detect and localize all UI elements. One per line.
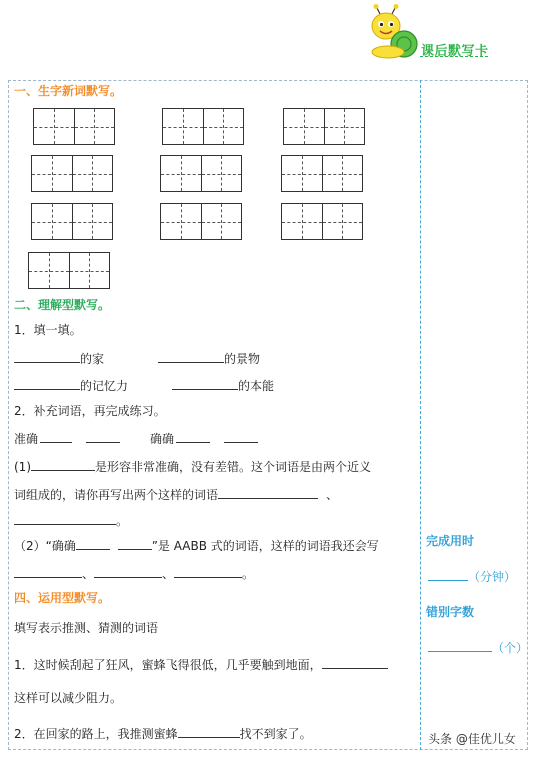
writing-grid[interactable] [160,203,242,240]
title-underline [420,56,488,58]
q1-row1-right: 的景物 [158,350,260,367]
writing-grid[interactable] [283,108,365,145]
writing-grid[interactable] [162,108,244,145]
section1-title: 一、生字新词默写。 [14,84,123,98]
error-blank[interactable] [428,639,492,652]
answer-blank[interactable] [86,430,120,443]
q1-label: 1．填一填。 [14,323,82,337]
time-title: 完成用时 [426,534,475,548]
answer-blank[interactable] [40,430,72,443]
q2-word1: 准确 [14,430,120,447]
answer-blank[interactable] [94,565,162,578]
answer-blank[interactable] [14,565,82,578]
answer-blank[interactable] [218,486,318,499]
answer-blank[interactable] [174,565,242,578]
column-divider [420,80,421,750]
time-blank[interactable] [428,568,468,581]
answer-blank[interactable] [118,537,152,550]
watermark: 头条 @佳优儿女 [428,732,516,746]
card-title: 课后默写卡 [421,44,489,59]
answer-blank[interactable] [14,350,80,363]
answer-blank[interactable] [14,512,116,525]
q1-row2-right: 的本能 [172,377,274,394]
writing-grid[interactable] [281,203,363,240]
answer-blank[interactable] [172,377,238,390]
q2-word2: 确确 [150,430,258,447]
writing-grid[interactable] [160,155,242,192]
s4-q2: 2．在回家的路上，我推测蜜蜂 找不到家了。 [14,727,312,741]
section4-title: 四、运用型默写。 [14,591,111,605]
s4-q1-line1: 1．这时候刮起了狂风，蜜蜂飞得很低，几乎要触到地面， [14,656,388,673]
writing-grid[interactable] [28,252,110,289]
q2-sub2-line2: 、 、 。 [14,565,254,582]
writing-grid[interactable] [281,155,363,192]
error-field: （个） [428,637,528,656]
answer-blank[interactable] [14,377,80,390]
q1-row2-left: 的记忆力 [14,377,128,394]
section2-title: 二、理解型默写。 [14,298,111,312]
q2-sub2-line1: （2）“确确 ”是 AABB 式的词语，这样的词语我还会写 [14,539,379,553]
answer-blank[interactable] [178,725,240,738]
answer-blank[interactable] [322,656,388,669]
answer-blank[interactable] [158,350,224,363]
s4-q1-line2: 这样可以减少阻力。 [14,691,123,705]
q2-sub1-line1: (1) 是形容非常准确，没有差错。这个词语是由两个近义 [14,460,372,474]
error-title: 错别字数 [426,605,475,619]
q2-label: 2．补充词语，再完成练习。 [14,404,166,418]
writing-grid[interactable] [33,108,115,145]
answer-blank[interactable] [76,537,110,550]
time-field: （分钟） [428,566,516,585]
snail-mascot-icon [368,4,420,60]
section4-intro: 填写表示推测、猜测的词语 [14,621,159,635]
answer-blank[interactable] [176,430,210,443]
q2-sub1-line2: 词组成的，请你再写出两个这样的词语 、 [14,488,339,502]
answer-blank[interactable] [224,430,258,443]
q2-sub1-line3: 。 [14,512,128,529]
writing-grid[interactable] [31,203,113,240]
writing-grid[interactable] [31,155,113,192]
answer-blank[interactable] [31,458,95,471]
q1-row1-left: 的家 [14,350,104,367]
